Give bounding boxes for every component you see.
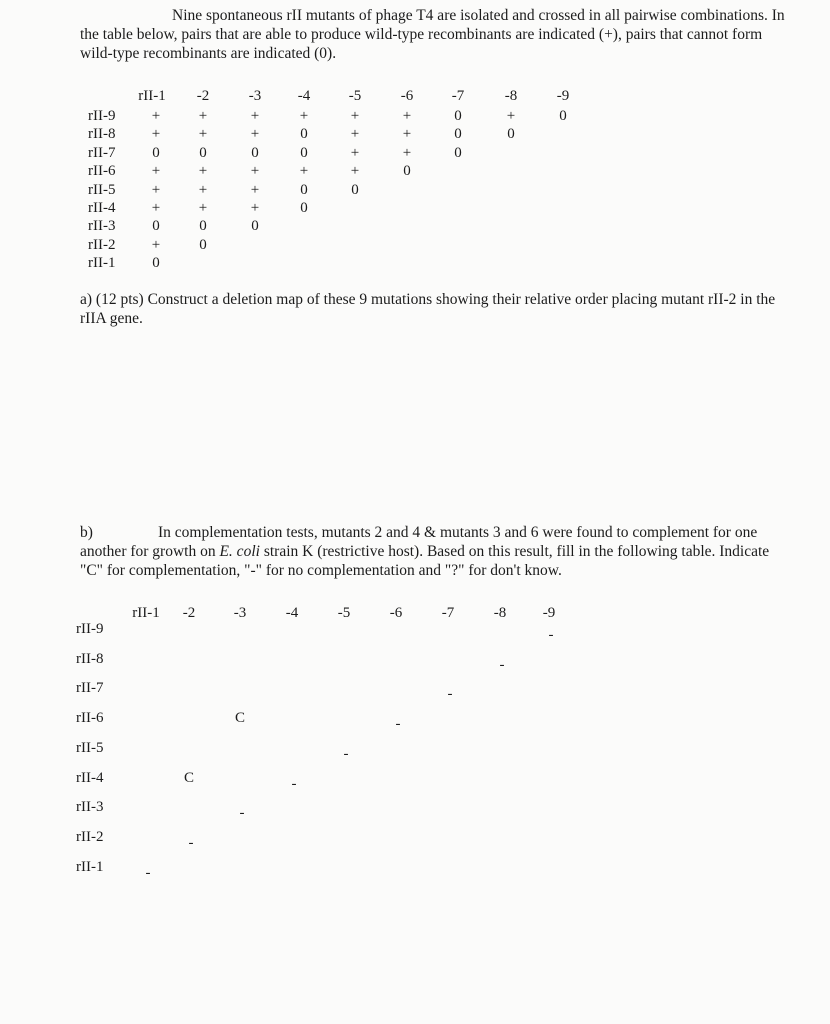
recomb-col-header: -2 <box>196 88 210 104</box>
recomb-cell: 0 <box>454 144 462 161</box>
recomb-row-label: rII-6 <box>88 163 116 180</box>
recomb-cell: + <box>402 108 412 124</box>
recomb-cell: + <box>151 181 161 198</box>
recomb-cell: 0 <box>507 126 515 143</box>
recomb-cell: + <box>198 181 208 198</box>
recomb-cell: 0 <box>251 144 259 161</box>
comp-row-label: rII-2 <box>76 828 104 845</box>
recomb-row-label: rII-3 <box>88 218 116 235</box>
recomb-cell: + <box>250 108 260 124</box>
intro-paragraph: Nine spontaneous rII mutants of phage T4 are isolated and crossed in all pairwise combinations. In the table below, pairs that are able to produce wild-type recombinants are indicated (+), pairs that cannot form wild-type recombinants are indicated (0). <box>80 7 785 62</box>
comp-row-label: rII-5 <box>76 739 104 756</box>
comp-row-label: rII-6 <box>76 710 104 727</box>
question-a: a) (12 pts) Construct a deletion map of these 9 mutations showing their relative order placing mutant rII-2 in the rIIA gene. <box>80 291 776 327</box>
comp-col-header: -8 <box>493 605 507 621</box>
comp-cell-no-complement: - <box>145 864 151 881</box>
recomb-cell: + <box>350 163 360 180</box>
comp-col-header: -5 <box>337 605 351 621</box>
recomb-cell: 0 <box>403 163 411 180</box>
recomb-cell: + <box>151 108 161 124</box>
comp-col-header: -6 <box>389 605 403 621</box>
comp-cell-no-complement: - <box>499 656 505 673</box>
comp-row-label: rII-1 <box>76 858 104 875</box>
recomb-cell: + <box>151 163 161 180</box>
recomb-cell: 0 <box>351 181 359 198</box>
recomb-cell: + <box>299 163 309 180</box>
recomb-col-header: -9 <box>556 88 570 104</box>
comp-col-header: -9 <box>542 605 556 621</box>
recomb-cell: 0 <box>199 218 207 235</box>
recomb-cell: 0 <box>454 108 462 124</box>
recomb-cell: 0 <box>199 144 207 161</box>
recomb-cell: + <box>250 126 260 143</box>
recomb-cell: 0 <box>300 144 308 161</box>
recomb-cell: 0 <box>300 126 308 143</box>
recomb-cell: + <box>250 163 260 180</box>
recomb-cell: + <box>402 144 412 161</box>
recomb-row-label: rII-9 <box>88 108 116 124</box>
recomb-cell: + <box>151 236 161 253</box>
comp-cell-no-complement: - <box>239 805 245 822</box>
recomb-cell: + <box>350 126 360 143</box>
recomb-cell: 0 <box>152 255 160 272</box>
comp-cell-no-complement: - <box>291 775 297 792</box>
recomb-cell: + <box>506 108 516 124</box>
question-b-label: b) <box>80 524 93 541</box>
comp-row-label: rII-8 <box>76 650 104 667</box>
recomb-col-header: rII-1 <box>138 88 166 104</box>
recomb-cell: + <box>151 200 161 216</box>
recomb-col-header: -3 <box>248 88 262 104</box>
recomb-row-label: rII-2 <box>88 236 116 253</box>
recomb-row-label: rII-5 <box>88 181 116 198</box>
recomb-col-header: -4 <box>297 88 311 104</box>
recomb-cell: 0 <box>199 236 207 253</box>
question-b-text-1: In complementation tests, mutants 2 and 4 & mutants 3 and 6 were found to complement for one another for growth on <box>80 524 758 560</box>
recomb-cell: 0 <box>559 108 567 124</box>
comp-row-label: rII-7 <box>76 680 104 697</box>
comp-row-label: rII-9 <box>76 621 104 637</box>
recomb-col-header: -5 <box>348 88 362 104</box>
comp-row-label: rII-4 <box>76 769 104 786</box>
comp-col-header: -4 <box>285 605 299 621</box>
recomb-cell: + <box>198 108 208 124</box>
comp-cell-no-complement: - <box>548 627 554 643</box>
comp-cell-no-complement: - <box>447 686 453 703</box>
comp-cell-no-complement: - <box>343 745 349 762</box>
recomb-cell: + <box>198 200 208 216</box>
recomb-cell: + <box>250 181 260 198</box>
recomb-row-label: rII-7 <box>88 144 116 161</box>
recomb-cell: + <box>250 200 260 216</box>
comp-col-header: -3 <box>233 605 247 621</box>
recomb-cell: 0 <box>251 218 259 235</box>
recomb-col-header: -7 <box>451 88 465 104</box>
recomb-row-label: rII-4 <box>88 200 116 216</box>
recomb-col-header: -6 <box>400 88 414 104</box>
comp-cell-complement: C <box>183 769 194 786</box>
recomb-cell: + <box>350 144 360 161</box>
recomb-cell: 0 <box>454 126 462 143</box>
recomb-cell: 0 <box>300 200 308 216</box>
recomb-cell: 0 <box>300 181 308 198</box>
recomb-cell: + <box>402 126 412 143</box>
recomb-cell: + <box>198 163 208 180</box>
comp-col-header: -7 <box>441 605 455 621</box>
question-b-text-2: strain K (restrictive host). Based on this result, fill in the following table. Indicate "C" for complementation, "-" for no complementation and "?" for don't know. <box>80 543 770 579</box>
comp-cell-no-complement: - <box>395 716 401 733</box>
recomb-cell: 0 <box>152 218 160 235</box>
recomb-row-label: rII-1 <box>88 255 116 272</box>
recomb-col-header: -8 <box>504 88 518 104</box>
recomb-cell: + <box>151 126 161 143</box>
comp-col-header: -2 <box>182 605 196 621</box>
recomb-cell: 0 <box>152 144 160 161</box>
comp-cell-complement: C <box>234 710 245 727</box>
comp-col-header: rII-1 <box>132 605 160 621</box>
recomb-cell: + <box>350 108 360 124</box>
question-b-organism: E. coli <box>219 543 260 560</box>
comp-row-label: rII-3 <box>76 799 104 816</box>
recomb-cell: + <box>198 126 208 143</box>
recomb-cell: + <box>299 108 309 124</box>
comp-cell-no-complement: - <box>188 834 194 851</box>
recomb-row-label: rII-8 <box>88 126 116 143</box>
